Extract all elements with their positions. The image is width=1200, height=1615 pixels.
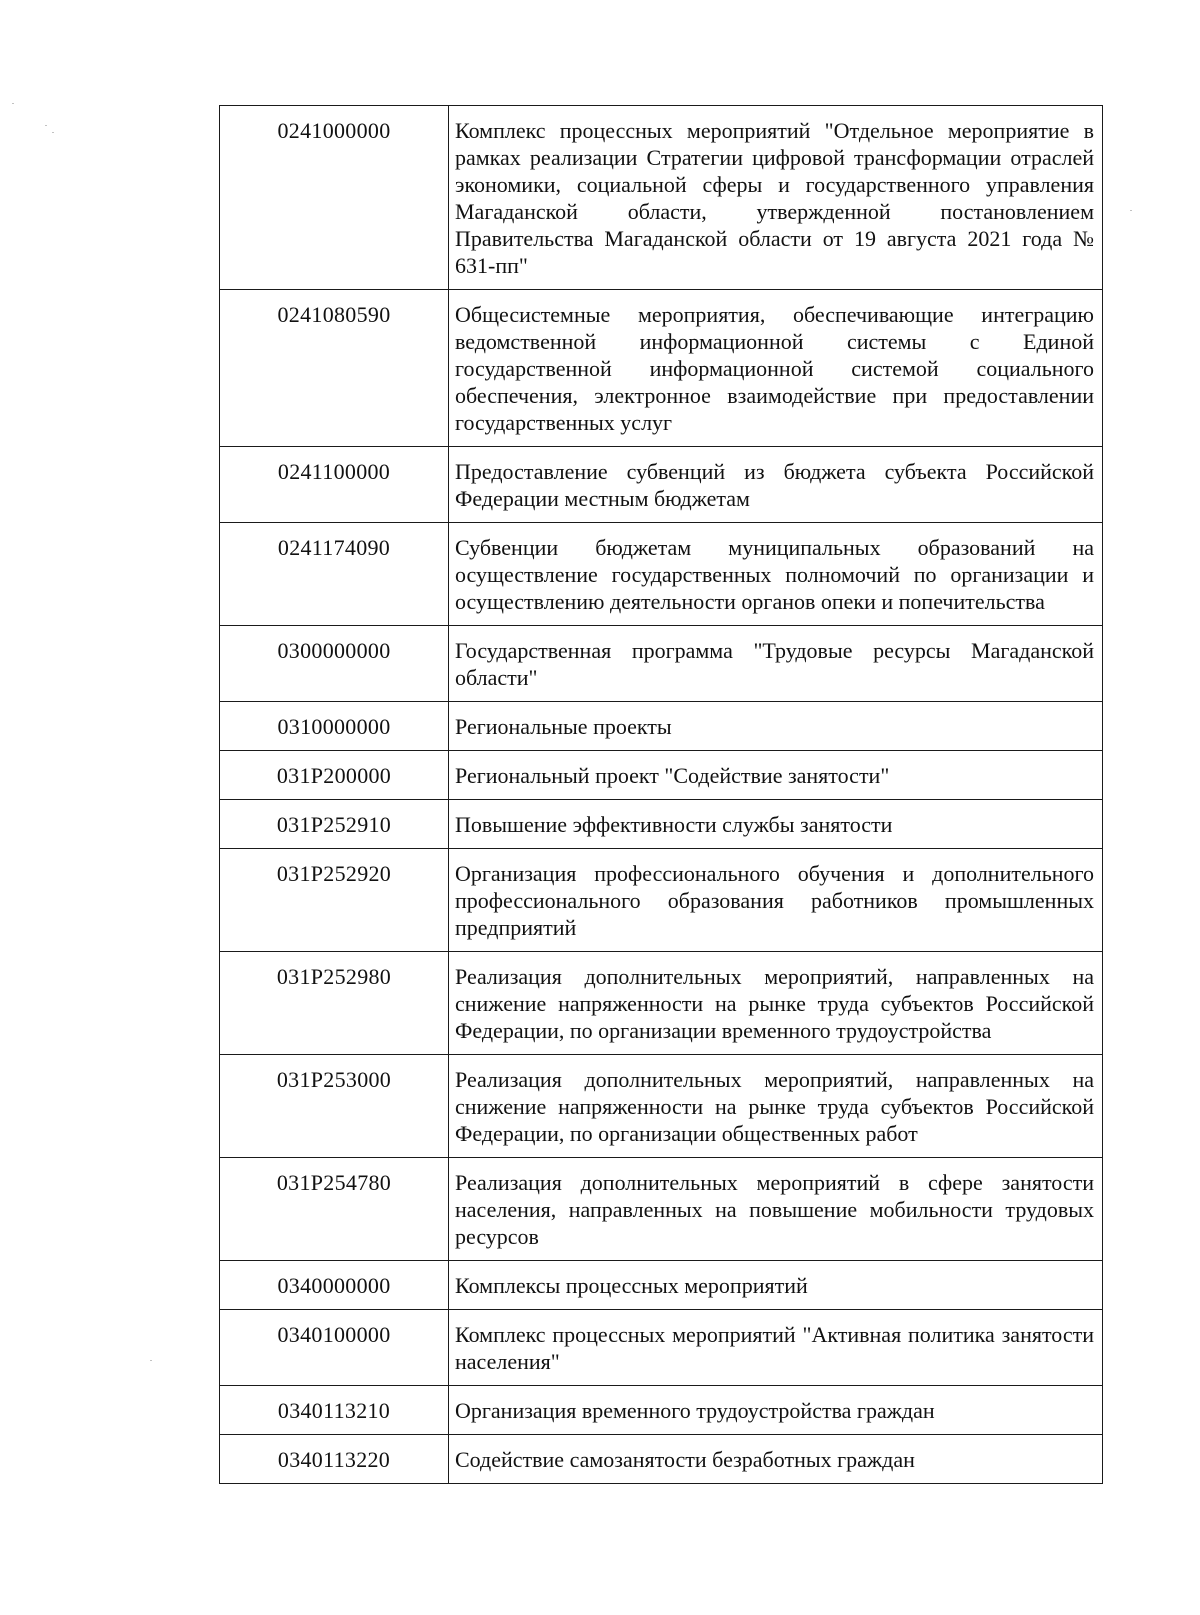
budget-codes-table	[219, 105, 1103, 1484]
name-cell	[449, 1055, 1103, 1158]
table-row	[220, 1310, 1103, 1386]
name-text: Предоставление субвенций из бюджета субъекта Российской Федерации местным бюджетам	[455, 459, 1094, 511]
name-cell	[449, 1310, 1103, 1386]
code-cell: 0340113220	[220, 1435, 449, 1484]
scan-speck	[45, 125, 47, 126]
name-cell	[449, 1386, 1103, 1435]
scan-speck	[52, 132, 54, 133]
table-row	[220, 106, 1103, 290]
name-cell	[449, 106, 1103, 290]
table-row	[220, 290, 1103, 447]
name-cell	[449, 751, 1103, 800]
table-row	[220, 626, 1103, 702]
name-cell	[449, 290, 1103, 447]
table-row	[220, 800, 1103, 849]
code-cell: 031P252910	[220, 800, 449, 849]
code-cell: 031P252920	[220, 849, 449, 952]
code-cell: 0310000000	[220, 702, 449, 751]
name-cell	[449, 1435, 1103, 1484]
table-row	[220, 702, 1103, 751]
name-text: Общесистемные мероприятия, обеспечивающие интеграцию ведомственной информационной системы с Единой государственной информационной системой социального обеспечения, электронное взаимодействие при предоставлении государственных услуг	[455, 302, 1094, 435]
table-row	[220, 1055, 1103, 1158]
scan-speck	[12, 103, 14, 104]
name-text: Содействие самозанятости безработных граждан	[455, 1447, 915, 1472]
table-row	[220, 849, 1103, 952]
scan-speck	[150, 1360, 152, 1361]
name-text: Реализация дополнительных мероприятий, направленных на снижение напряженности на рынке труда субъектов Российской Федерации, по организации временного трудоустройства	[455, 964, 1094, 1043]
code-cell: 0241000000	[220, 106, 449, 290]
name-text: Региональный проект "Содействие занятости"	[455, 763, 890, 788]
name-cell	[449, 702, 1103, 751]
table-row	[220, 1386, 1103, 1435]
name-cell	[449, 447, 1103, 523]
name-cell	[449, 523, 1103, 626]
code-cell: 031P253000	[220, 1055, 449, 1158]
scan-speck	[1130, 210, 1132, 211]
name-text: Реализация дополнительных мероприятий, направленных на снижение напряженности на рынке труда субъектов Российской Федерации, по организации общественных работ	[455, 1067, 1094, 1146]
table-row	[220, 1261, 1103, 1310]
name-cell	[449, 952, 1103, 1055]
code-cell: 031P252980	[220, 952, 449, 1055]
name-text: Субвенции бюджетам муниципальных образований на осуществление государственных полномочий по организации и осуществлению деятельности органов опеки и попечительства	[455, 535, 1094, 614]
name-text: Государственная программа "Трудовые ресурсы Магаданской области"	[455, 638, 1094, 690]
table-row	[220, 751, 1103, 800]
code-cell: 031P254780	[220, 1158, 449, 1261]
name-cell	[449, 1261, 1103, 1310]
code-cell: 0241100000	[220, 447, 449, 523]
name-cell	[449, 800, 1103, 849]
code-cell: 031P200000	[220, 751, 449, 800]
code-cell: 0300000000	[220, 626, 449, 702]
name-cell	[449, 849, 1103, 952]
table-body	[220, 106, 1103, 1484]
name-text: Комплексы процессных мероприятий	[455, 1273, 808, 1298]
table-row	[220, 447, 1103, 523]
code-cell: 0241174090	[220, 523, 449, 626]
name-cell	[449, 626, 1103, 702]
name-text: Организация временного трудоустройства граждан	[455, 1398, 935, 1423]
name-text: Региональные проекты	[455, 714, 672, 739]
name-text: Комплекс процессных мероприятий "Отдельное мероприятие в рамках реализации Стратегии цифровой трансформации отраслей экономики, социальной сферы и государственного управления Магаданской области, утвержденной постановлением Правительства Магаданской области от 19 августа 2021 года № 631-пп"	[455, 118, 1094, 278]
name-cell	[449, 1158, 1103, 1261]
code-cell: 0340100000	[220, 1310, 449, 1386]
name-text: Организация профессионального обучения и дополнительного профессионального образования работников промышленных предприятий	[455, 861, 1094, 940]
table-row	[220, 1158, 1103, 1261]
name-text: Реализация дополнительных мероприятий в сфере занятости населения, направленных на повышение мобильности трудовых ресурсов	[455, 1170, 1094, 1249]
code-cell: 0340000000	[220, 1261, 449, 1310]
code-cell: 0241080590	[220, 290, 449, 447]
code-cell: 0340113210	[220, 1386, 449, 1435]
table-row	[220, 523, 1103, 626]
table-row	[220, 952, 1103, 1055]
table-row	[220, 1435, 1103, 1484]
name-text: Повышение эффективности службы занятости	[455, 812, 893, 837]
name-text: Комплекс процессных мероприятий "Активная политика занятости населения"	[455, 1322, 1094, 1374]
